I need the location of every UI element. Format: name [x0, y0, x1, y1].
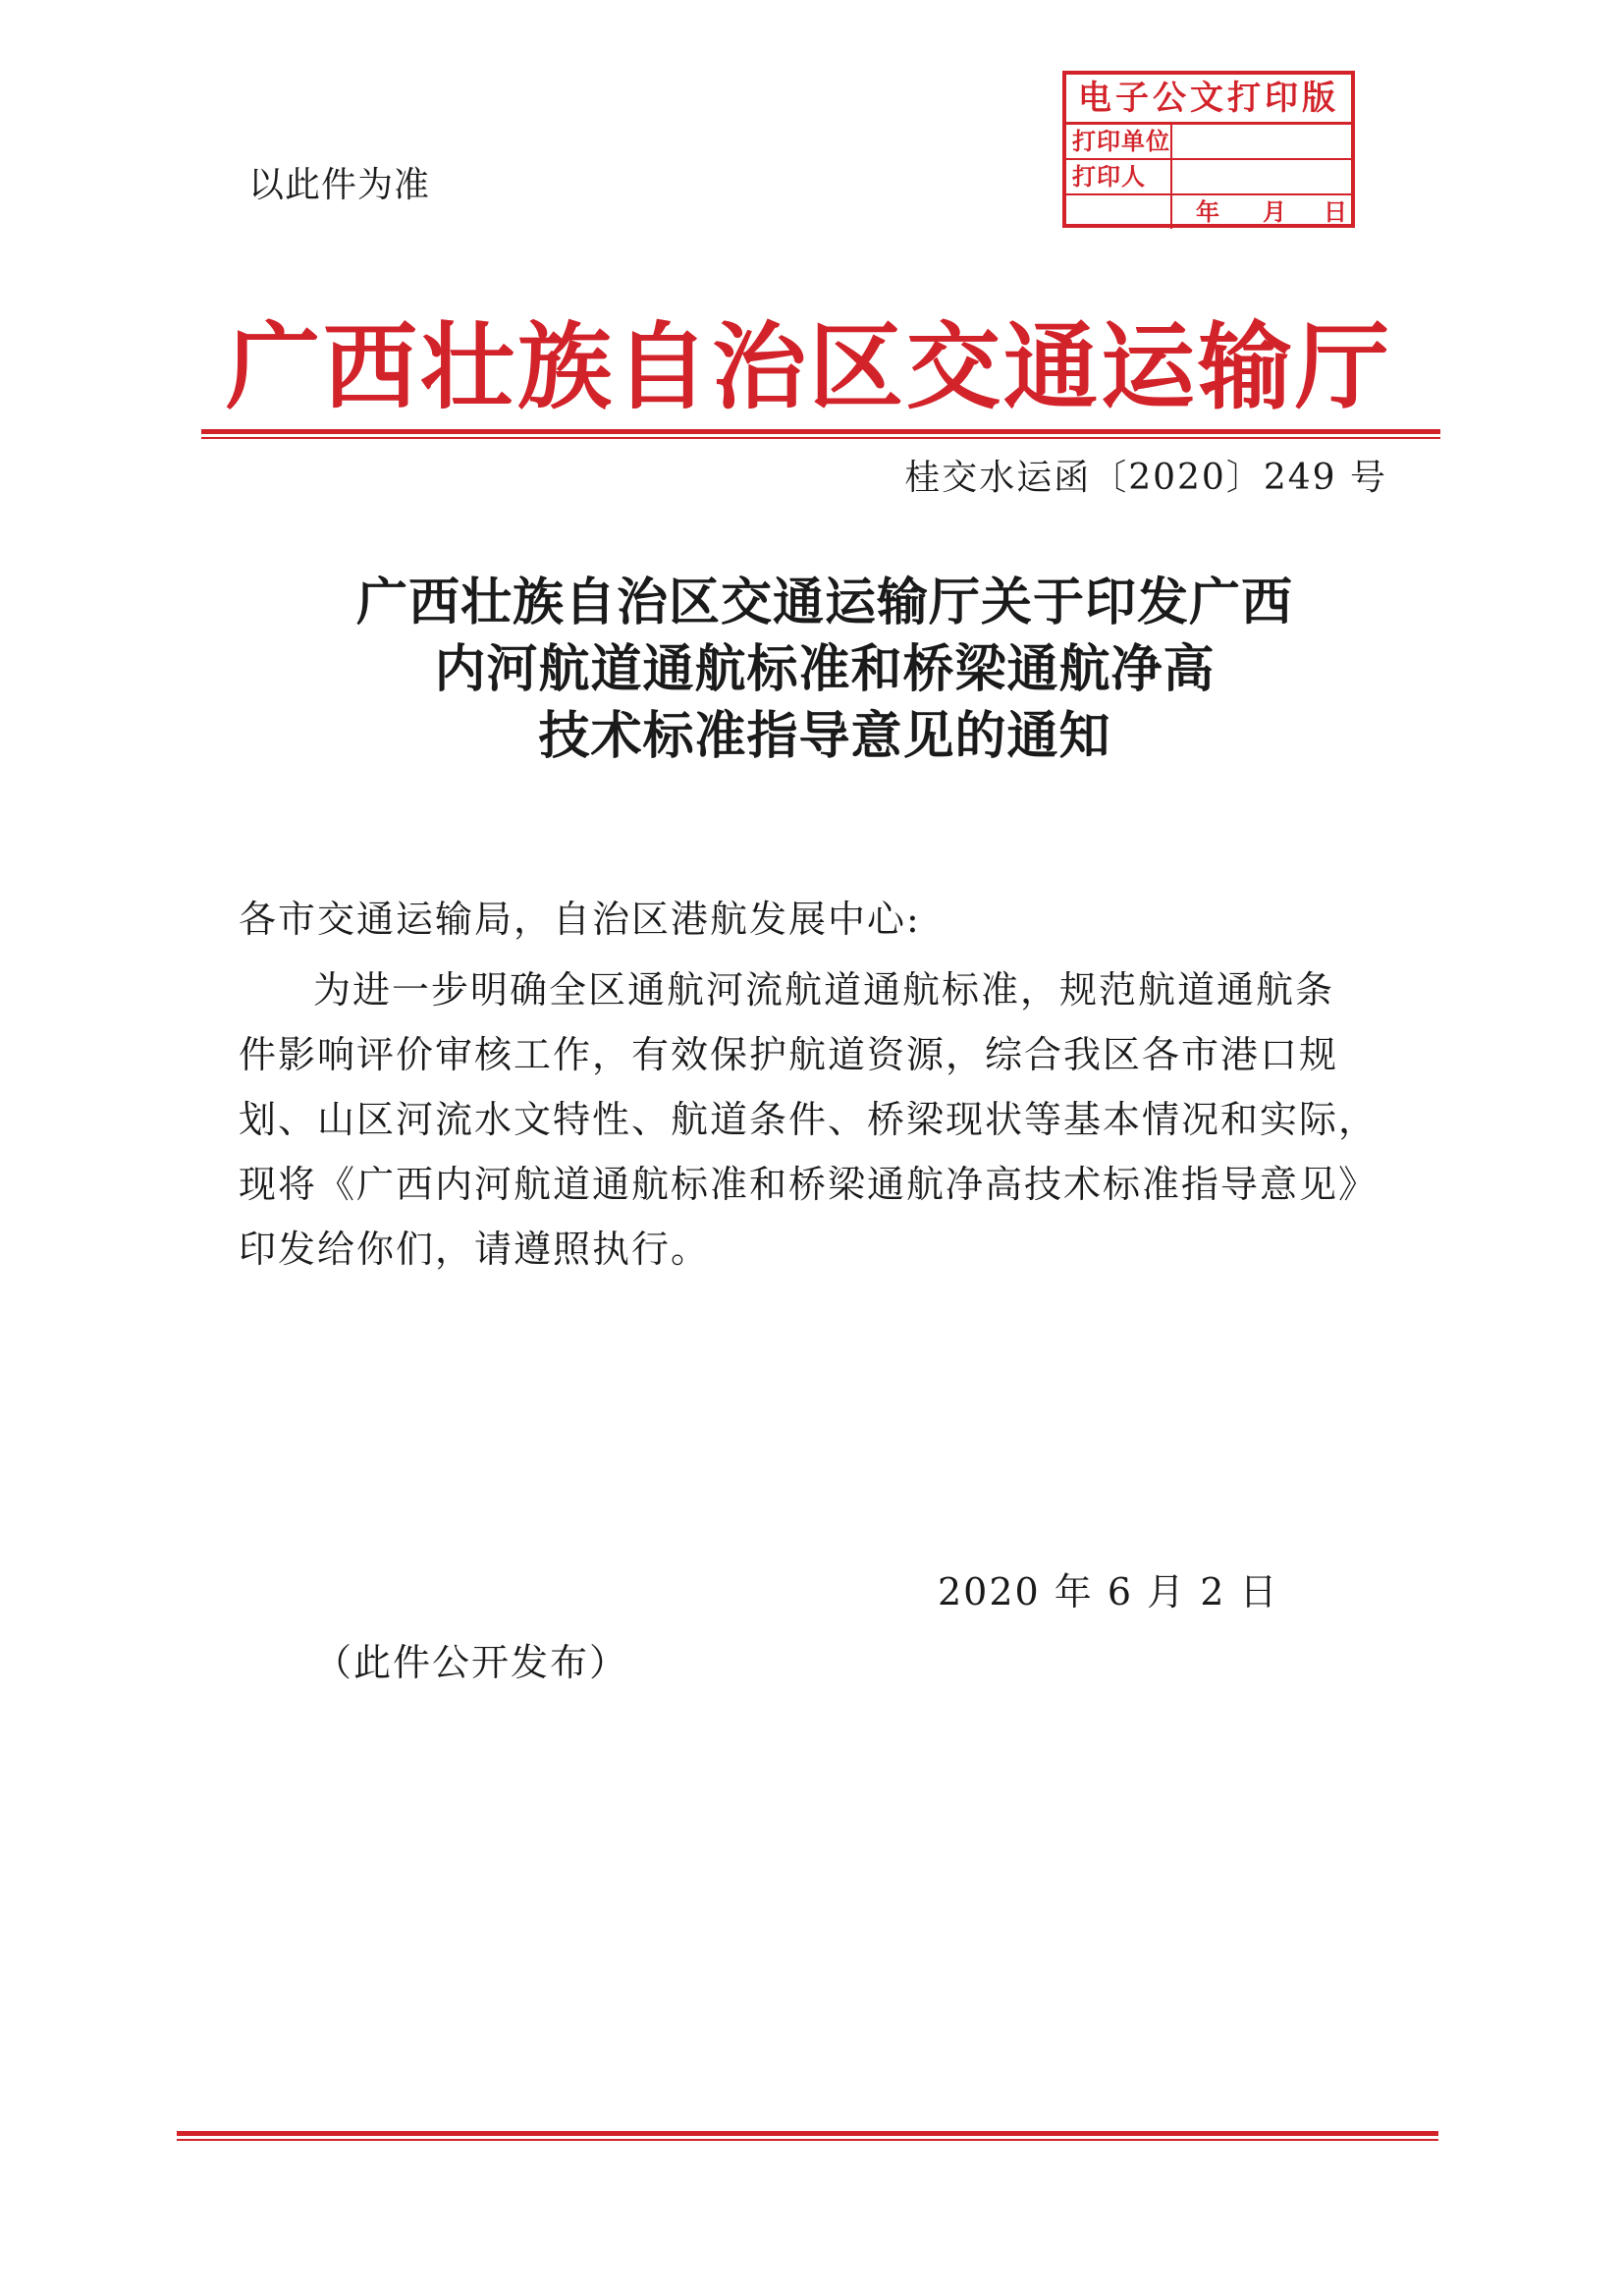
valid-mark: 以此件为准 [248, 165, 431, 205]
organization-header: 广西壮族自治区交通运输厅 [226, 311, 1392, 422]
document-number: 桂交水运函〔2020〕249 号 [904, 458, 1387, 498]
stamp-printer-label: 打印人 [1066, 160, 1172, 193]
document-title [196, 570, 1453, 770]
public-release-note: （此件公开发布） [314, 1641, 629, 1684]
body-line: 现将《广西内河航道通航标准和桥梁通航净高技术标准指导意见》 [239, 1163, 1379, 1206]
stamp-unit-row [1066, 125, 1351, 160]
stamp-unit-value [1172, 125, 1351, 158]
stamp-unit-label: 打印单位 [1066, 125, 1172, 158]
stamp-date-month: 月 [1263, 197, 1286, 226]
title-line: 技术标准指导意见的通知 [538, 706, 1111, 766]
body-line: 印发给你们，请遵照执行。 [239, 1228, 711, 1271]
stamp-date-row [1066, 195, 1351, 229]
addressee: 各市交通运输局，自治区港航发展中心: [239, 898, 921, 941]
issue-date: 2020 年 6 月 2 日 [938, 1570, 1279, 1613]
title-line: 内河航道通航标准和桥梁通航净高 [434, 639, 1216, 699]
body-paragraph [239, 957, 1397, 1282]
footer-divider [177, 2131, 1438, 2141]
stamp-printer-value [1172, 160, 1351, 193]
header-divider [201, 429, 1440, 439]
stamp-title: 电子公文打印版 [1066, 75, 1351, 125]
stamp-date-day: 日 [1324, 197, 1347, 226]
stamp-date-blank [1066, 195, 1172, 229]
body-line: 为进一步明确全区通航河流航道通航标准，规范航道通航条 [313, 968, 1335, 1011]
stamp-date-year: 年 [1196, 197, 1219, 226]
stamp-printer-row [1066, 160, 1351, 195]
body-line: 划、山区河流水文特性、航道条件、桥梁现状等基本情况和实际， [239, 1098, 1379, 1141]
print-stamp [1062, 71, 1355, 228]
body-line: 件影响评价审核工作，有效保护航道资源，综合我区各市港口规 [239, 1033, 1339, 1076]
title-line: 广西壮族自治区交通运输厅关于印发广西 [355, 573, 1293, 632]
